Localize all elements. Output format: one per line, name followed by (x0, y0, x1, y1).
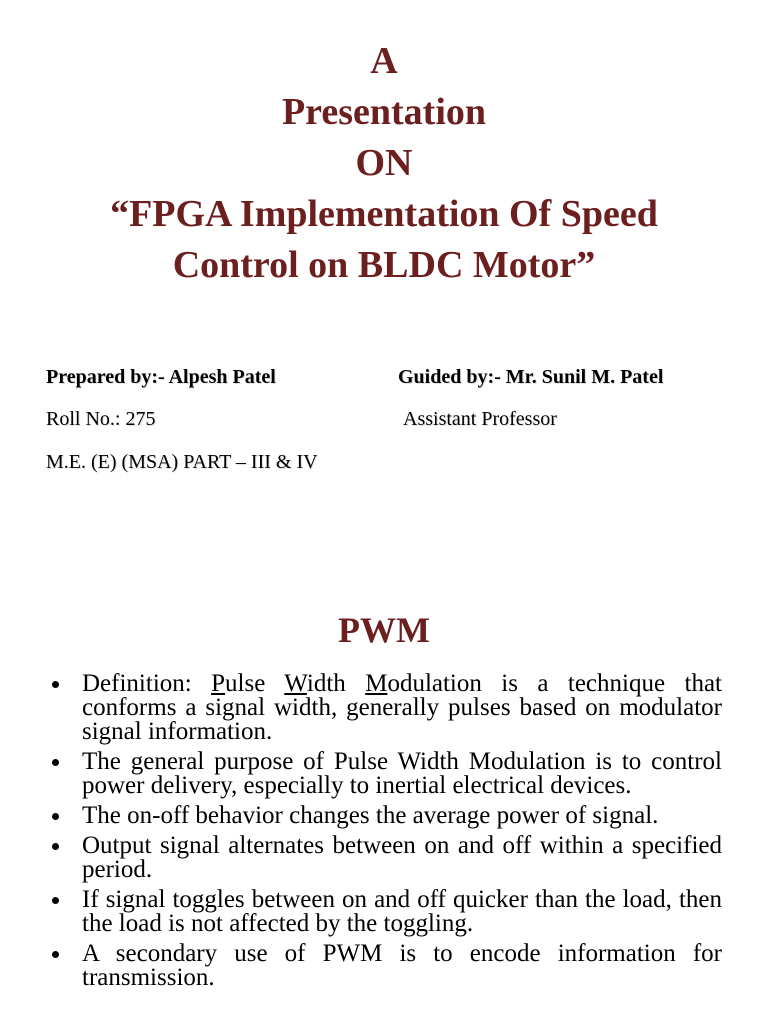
bullet-text: W (284, 670, 307, 697)
list-item (52, 804, 722, 828)
title-line: Presentation (281, 91, 487, 133)
bullet-text: The general purpose of Pulse Width Modulation is to control power delivery, especially to inertial electrical devices. (82, 748, 722, 799)
bullet-text: Output signal alternates between on and off within a specified period. (82, 832, 722, 883)
title-line: A (370, 40, 398, 82)
list-item (52, 942, 722, 990)
prepared-by: Prepared by:- Alpesh Patel (46, 366, 276, 388)
bullet-text: Definition: (82, 670, 212, 697)
bullet-text: P (211, 670, 226, 697)
list-item (52, 888, 722, 936)
list-item (52, 672, 722, 744)
bullet-icon (52, 843, 59, 850)
bullet-icon (52, 759, 59, 766)
bullet-icon (52, 897, 59, 904)
bullet-text: If signal toggles between on and off quicker than the load, then the load is not affected by the toggling. (82, 886, 722, 937)
bullet-icon (52, 681, 59, 688)
bullet-icon (52, 813, 59, 820)
bullet-icon (52, 951, 59, 958)
bullet-text: odulation is a technique that conforms a signal width, generally pulses based on modulator signal information. (82, 670, 722, 745)
list-item (52, 834, 722, 882)
bullet-text: M (365, 670, 388, 697)
bullet-text: idth (306, 670, 366, 697)
list-item (52, 750, 722, 798)
bullet-list (52, 672, 722, 996)
title-line: ON (355, 142, 413, 184)
title-line: “FPGA Implementation Of Speed (110, 193, 658, 235)
slide-title: PWM (338, 610, 430, 650)
bullet-text: ulse (225, 670, 285, 697)
bullet-text: A secondary use of PWM is to encode information for transmission. (82, 940, 722, 991)
presentation-title (0, 36, 768, 291)
pwm-slide (0, 560, 768, 1024)
roll-number: Roll No.: 275 (46, 408, 156, 430)
guided-by: Guided by:- Mr. Sunil M. Patel (398, 366, 664, 388)
bullet-text: The on-off behavior changes the average power of signal. (82, 802, 659, 829)
title-line: Control on BLDC Motor” (172, 244, 596, 286)
course-info: M.E. (E) (MSA) PART – III & IV (46, 451, 318, 473)
guide-designation: Assistant Professor (403, 408, 557, 430)
